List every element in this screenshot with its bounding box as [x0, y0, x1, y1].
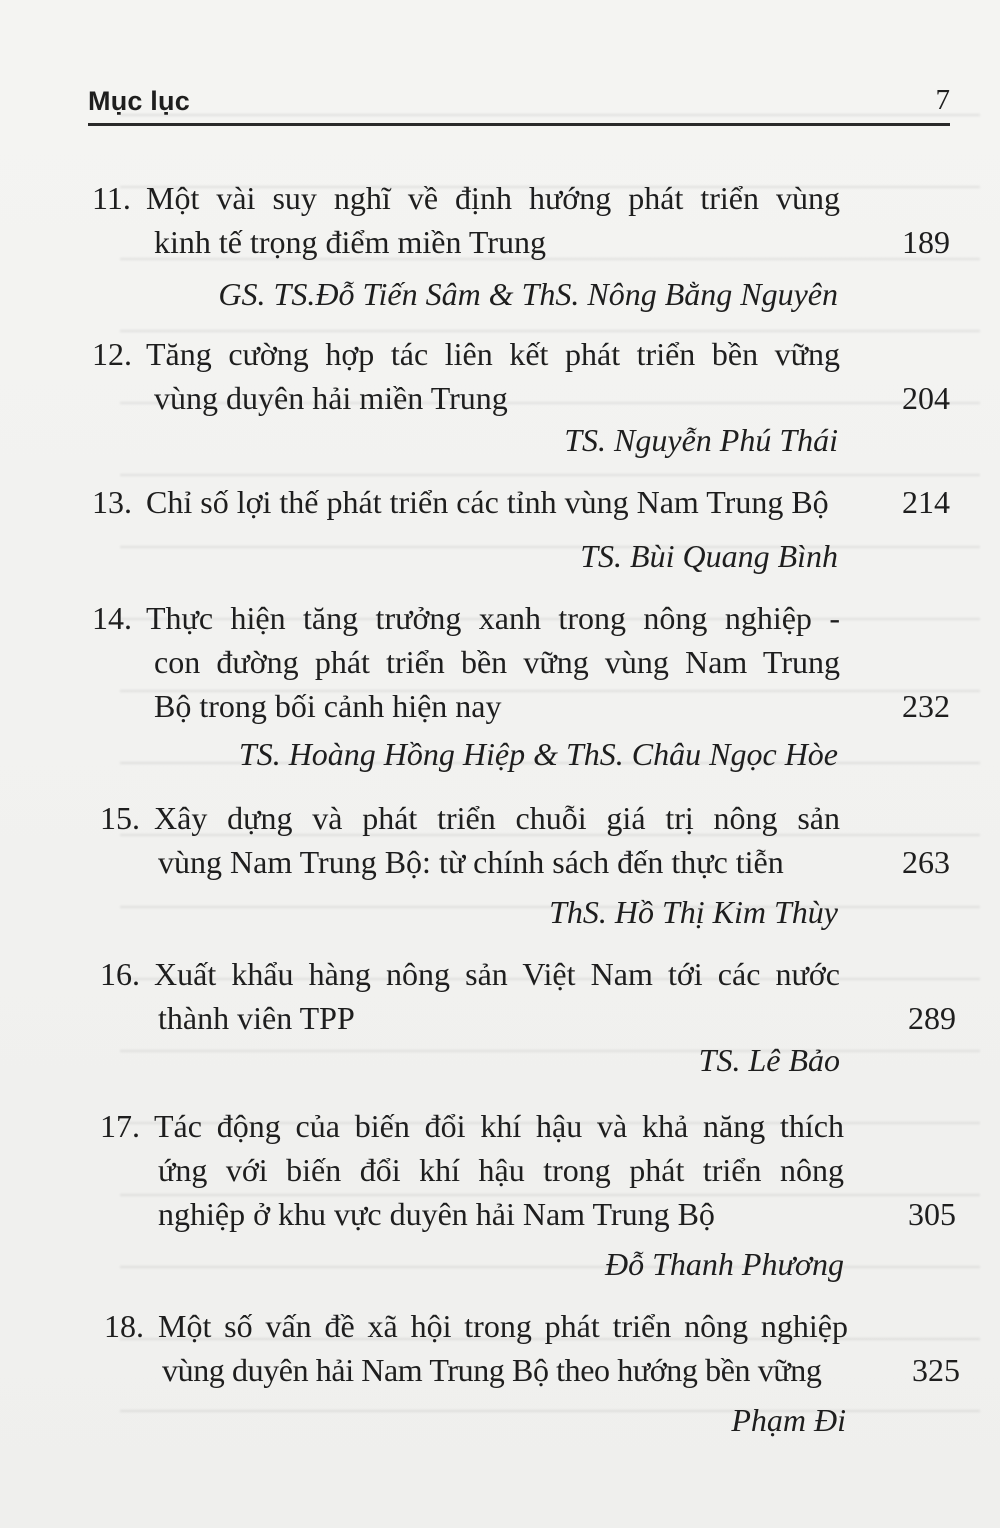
entry-page: 289 — [908, 1000, 956, 1036]
page-number: 7 — [935, 84, 950, 116]
entry-author: ThS. Hồ Thị Kim Thùy — [549, 894, 838, 930]
entry-page: 305 — [908, 1196, 956, 1232]
entry-title-line: ứng với biến đổi khí hậu trong phát triển nông — [158, 1152, 844, 1188]
entry-title-line: Một vài suy nghĩ về định hướng phát triển vùng — [146, 180, 840, 216]
entry-author: GS. TS.Đỗ Tiến Sâm & ThS. Nông Bằng Nguyên — [218, 276, 838, 312]
entry-title-line: Bộ trong bối cảnh hiện nay — [154, 688, 502, 724]
entry-author: TS. Lê Bảo — [698, 1042, 840, 1078]
entry-page: 325 — [912, 1352, 960, 1388]
section-title: Mục lục — [88, 86, 190, 116]
entry-author: TS. Nguyễn Phú Thái — [564, 422, 838, 458]
entry-title-line: Chỉ số lợi thế phát triển các tỉnh vùng Nam Trung Bộ — [146, 484, 829, 520]
entry-title-line: Thực hiện tăng trưởng xanh trong nông nghiệp - — [146, 600, 840, 636]
entry-title-line: Một số vấn đề xã hội trong phát triển nông nghiệp — [158, 1308, 848, 1344]
entry-page: 189 — [902, 224, 950, 260]
entry-author: Phạm Đi — [731, 1402, 846, 1438]
entry-title-line: vùng duyên hải Nam Trung Bộ theo hướng bền vững — [162, 1352, 822, 1388]
entry-page: 232 — [902, 688, 950, 724]
entry-number: 12. — [92, 336, 132, 372]
entry-page: 204 — [902, 380, 950, 416]
entry-title-line: Tác động của biến đổi khí hậu và khả năng thích — [154, 1108, 844, 1144]
entry-number: 16. — [100, 956, 140, 992]
entry-number: 14. — [92, 600, 132, 636]
entry-number: 13. — [92, 484, 132, 520]
entry-author: TS. Hoàng Hồng Hiệp & ThS. Châu Ngọc Hòe — [238, 736, 838, 772]
entry-title-line: con đường phát triển bền vững vùng Nam Trung — [154, 644, 840, 680]
entry-author: Đỗ Thanh Phương — [605, 1246, 844, 1282]
entry-number: 15. — [100, 800, 140, 836]
entry-title-line: Xuất khẩu hàng nông sản Việt Nam tới các nước — [154, 956, 840, 992]
entry-number: 18. — [104, 1308, 144, 1344]
entry-title-line: kinh tế trọng điểm miền Trung — [154, 224, 546, 260]
entry-title-line: Tăng cường hợp tác liên kết phát triển bền vững — [146, 336, 840, 372]
entry-author: TS. Bùi Quang Bình — [580, 538, 838, 574]
entry-title-line: Xây dựng và phát triển chuỗi giá trị nông sản — [154, 800, 840, 836]
entry-title-line: vùng duyên hải miền Trung — [154, 380, 508, 416]
entry-page: 263 — [902, 844, 950, 880]
entry-number: 11. — [92, 180, 131, 216]
entry-title-line: thành viên TPP — [158, 1000, 355, 1036]
entry-title-line: nghiệp ở khu vực duyên hải Nam Trung Bộ — [158, 1196, 715, 1232]
entry-number: 17. — [100, 1108, 140, 1144]
entry-title-line: vùng Nam Trung Bộ: từ chính sách đến thực tiễn — [158, 844, 784, 880]
entry-page: 214 — [902, 484, 950, 520]
